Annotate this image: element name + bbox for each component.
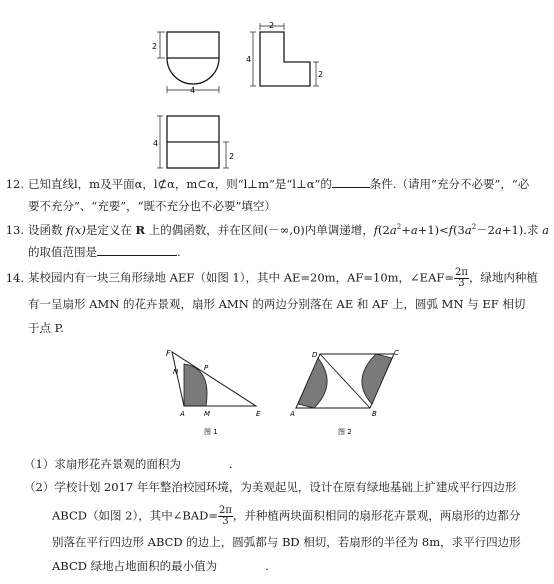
dim-side-step: 2 bbox=[318, 70, 324, 79]
label-p: P bbox=[204, 364, 209, 372]
q13-a: a bbox=[542, 223, 549, 237]
dim-side-top: 2 bbox=[269, 22, 275, 30]
label-f: F bbox=[166, 349, 171, 358]
label-a: A bbox=[180, 410, 185, 418]
q13-arg2a: (3 bbox=[453, 223, 465, 237]
dim-top-height: 4 bbox=[153, 139, 159, 148]
q14-frac-num: 2π bbox=[455, 267, 468, 278]
q12-answer-blank[interactable] bbox=[332, 187, 370, 188]
q13-fx: f(x) bbox=[66, 223, 86, 237]
q13-line2 bbox=[28, 244, 181, 260]
dim-front-height: 2 bbox=[152, 42, 158, 51]
q13-sq1: 2 bbox=[396, 223, 402, 232]
q12-line2 bbox=[28, 198, 276, 214]
q14-sub2-text-b: ABCD（如图 2），其中∠BAD= bbox=[52, 508, 218, 523]
q13-text-d: 的取值范围是 bbox=[28, 245, 97, 259]
q14-line3 bbox=[28, 320, 64, 336]
q14-sub1-dot: . bbox=[228, 457, 233, 471]
caption-fig1: 图 1 bbox=[204, 428, 218, 436]
q14-sub2-fraction bbox=[218, 506, 233, 527]
q12-number: 12. bbox=[5, 177, 24, 191]
q13-dot: . bbox=[177, 245, 181, 259]
q12-text-c: 要不充分”、“充要”，“既不充分也不必要”填空） bbox=[28, 199, 276, 213]
q14-text-d: 于点 P. bbox=[28, 321, 64, 335]
q14-text-a: 某校园内有一块三角形绿地 AEF（如图 1），其中 AE=20m，AF=10m，∠EAF= bbox=[28, 270, 454, 285]
label-m: M bbox=[204, 410, 211, 418]
q14-sub1 bbox=[24, 456, 232, 472]
figure-2 bbox=[290, 348, 408, 436]
sector-left bbox=[298, 358, 327, 408]
q13-arg1c: + bbox=[401, 223, 411, 237]
q14-sub2-frac-den: 3 bbox=[222, 516, 229, 527]
q13-arg1a: (2 bbox=[378, 223, 390, 237]
q14-sub2-line2 bbox=[52, 506, 520, 527]
q14-sub2-line3 bbox=[52, 534, 521, 550]
q13-arg1e: +1)< bbox=[417, 223, 449, 237]
q13-number: 13. bbox=[5, 223, 24, 237]
q13-f2: f bbox=[448, 223, 454, 237]
side-view bbox=[260, 32, 310, 86]
q13-text-c: 上的偶函数，并在区间(－∞,0)内单调递增， bbox=[145, 223, 374, 237]
q14-sub2-line1 bbox=[24, 479, 516, 495]
q14-line2 bbox=[28, 296, 525, 312]
q14-text-c: 有一呈扇形 AMN 的花卉景观，扇形 AMN 的两边分别落在 AE 和 AF 上，圆弧 MN 与 EF 相切 bbox=[28, 297, 526, 311]
q13-line1 bbox=[0, 222, 549, 238]
q12-line1 bbox=[0, 176, 529, 192]
q13-arg1d: a bbox=[410, 223, 418, 237]
q13-arg2d: a bbox=[495, 223, 502, 237]
q12-text-b: 条件.（请用“充分不必要”，“必 bbox=[369, 177, 530, 191]
q14-sub2-text-d: 别落在平行四边形 ABCD 的边上，圆弧都与 BD 相切，若扇形的半径为 8m，求平行四边形 bbox=[52, 535, 521, 549]
caption-fig2: 图 2 bbox=[338, 428, 352, 436]
q14-sub2-text-c: ，并种植两块面积相同的扇形花卉景观，两扇形的边都分 bbox=[232, 508, 521, 523]
q13-arg2c: －2 bbox=[476, 223, 495, 237]
q13-R: R bbox=[135, 223, 146, 237]
q14-sub1-text: （1）求扇形花卉景观的面积为 bbox=[24, 457, 181, 471]
q14-frac-den: 3 bbox=[458, 278, 465, 289]
q12-text-a: 已知直线l，m及平面α，l⊄α，m⊂α，则“l⊥m”是“l⊥α”的 bbox=[28, 177, 332, 191]
label-a2: A bbox=[290, 410, 295, 418]
label-d: D bbox=[312, 351, 318, 359]
q13-arg1b: a bbox=[389, 223, 397, 237]
q14-sub2-line4 bbox=[52, 558, 269, 574]
q14-sub2-text-a: （2）学校计划 2017 年年整治校园环境，为美观起见，设计在原有绿地基础上扩建成平行四边形 bbox=[24, 480, 517, 494]
figure-1 bbox=[160, 348, 270, 436]
label-e: E bbox=[256, 410, 261, 418]
sector-right bbox=[362, 354, 392, 404]
q13-f1: f bbox=[373, 223, 379, 237]
label-c: C bbox=[394, 349, 399, 357]
label-n: N bbox=[173, 368, 179, 376]
q14-fraction bbox=[454, 268, 469, 289]
q14-text-b: ，绿地内种植 bbox=[468, 270, 538, 285]
q13-text-a: 设函数 bbox=[28, 223, 67, 237]
q13-arg2e: +1).求 bbox=[501, 223, 543, 237]
q14-line1 bbox=[0, 268, 538, 289]
dim-side-height: 4 bbox=[246, 55, 252, 64]
q14-sub2-text-e: ABCD 绿地占地面积的最小值为 bbox=[52, 559, 218, 573]
q13-sq2: 2 bbox=[471, 223, 477, 232]
dim-top-lower: 2 bbox=[229, 152, 235, 161]
q14-sub2-frac-num: 2π bbox=[218, 505, 232, 516]
three-view-figure bbox=[150, 22, 330, 172]
q14-sub2-dot: . bbox=[265, 559, 269, 573]
q13-answer-blank[interactable] bbox=[97, 255, 177, 256]
q13-arg2b: a bbox=[464, 223, 472, 237]
q14-number: 14. bbox=[5, 270, 24, 285]
front-view bbox=[167, 32, 219, 84]
q13-text-b: 是定义在 bbox=[85, 223, 136, 237]
label-b: B bbox=[372, 410, 377, 418]
dim-front-width: 4 bbox=[190, 86, 196, 95]
top-view bbox=[167, 116, 219, 168]
